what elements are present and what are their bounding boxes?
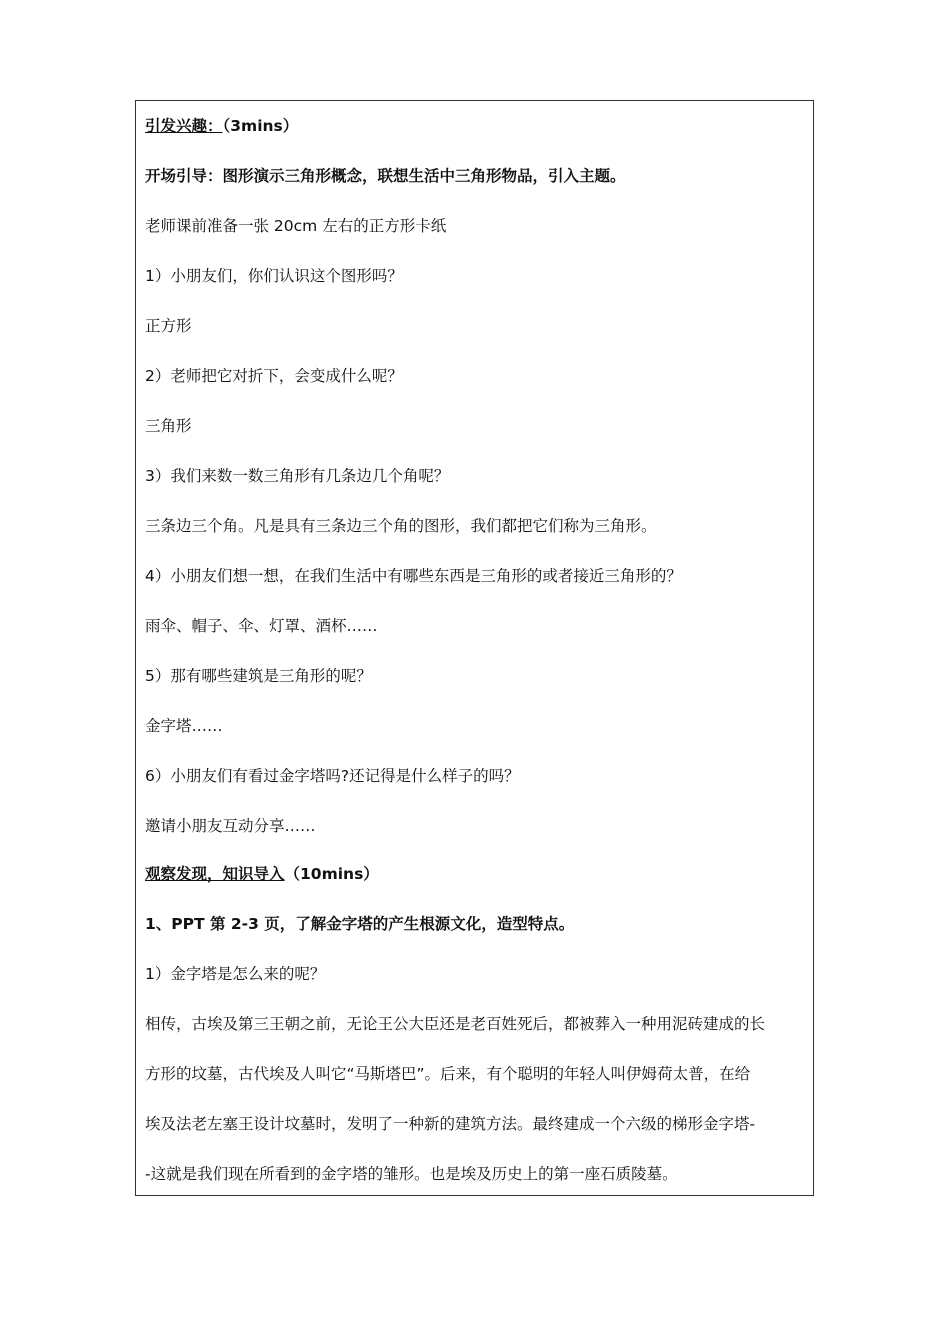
question-line: 1）金字塔是怎么来的呢？ [145, 965, 326, 983]
body-line: 老师课前准备一张 20cm 左右的正方形卡纸 [145, 217, 447, 235]
body-line: 3）我们来数一数三角形有几条边几个角呢？ [145, 467, 450, 485]
body-line: 雨伞、帽子、伞、灯罩、酒杯…… [145, 617, 378, 635]
body-line: 1）小朋友们，你们认识这个图形吗？ [145, 267, 403, 285]
paragraph-line: 方形的坟墓，古代埃及人叫它“马斯塔巴”。后来，有个聪明的年轻人叫伊姆荷太普，在给 [145, 1065, 751, 1083]
body-line: 金字塔…… [145, 717, 223, 735]
paragraph-line: 相传，古埃及第三王朝之前，无论王公大臣还是老百姓死后，都被葬入一种用泥砖建成的长 [145, 1015, 766, 1033]
paragraph-line: -这就是我们现在所看到的金字塔的雏形。也是埃及历史上的第一座石质陵墓。 [145, 1165, 678, 1183]
body-line: 三条边三个角。凡是具有三条边三个角的图形，我们都把它们称为三角形。 [145, 517, 657, 535]
body-line: 正方形 [145, 317, 192, 335]
heading-text: 观察发现，知识导入 [145, 865, 285, 883]
body-line: 三角形 [145, 417, 192, 435]
section-heading-observe [145, 864, 379, 884]
body-line: 5）那有哪些建筑是三角形的呢？ [145, 667, 372, 685]
opening-guide: 开场引导：图形演示三角形概念，联想生活中三角形物品，引入主题。 [145, 167, 626, 185]
heading-text: 引发兴趣： [145, 117, 223, 135]
body-line: 2）老师把它对折下，会变成什么呢？ [145, 367, 403, 385]
heading-time: （3mins） [222, 117, 299, 135]
paragraph-line: 埃及法老左塞王设计坟墓时，发明了一种新的建筑方法。最终建成一个六级的梯形金字塔- [145, 1115, 756, 1133]
body-line: 邀请小朋友互动分享…… [145, 817, 316, 835]
section-heading-interest [145, 116, 298, 136]
body-line: 4）小朋友们想一想，在我们生活中有哪些东西是三角形的或者接近三角形的？ [145, 567, 682, 585]
ppt-subheading: 1、PPT 第 2-3 页，了解金字塔的产生根源文化，造型特点。 [145, 915, 575, 933]
body-line: 6）小朋友们有看过金字塔吗?还记得是什么样子的吗？ [145, 767, 520, 785]
heading-time: （10mins） [284, 865, 379, 883]
